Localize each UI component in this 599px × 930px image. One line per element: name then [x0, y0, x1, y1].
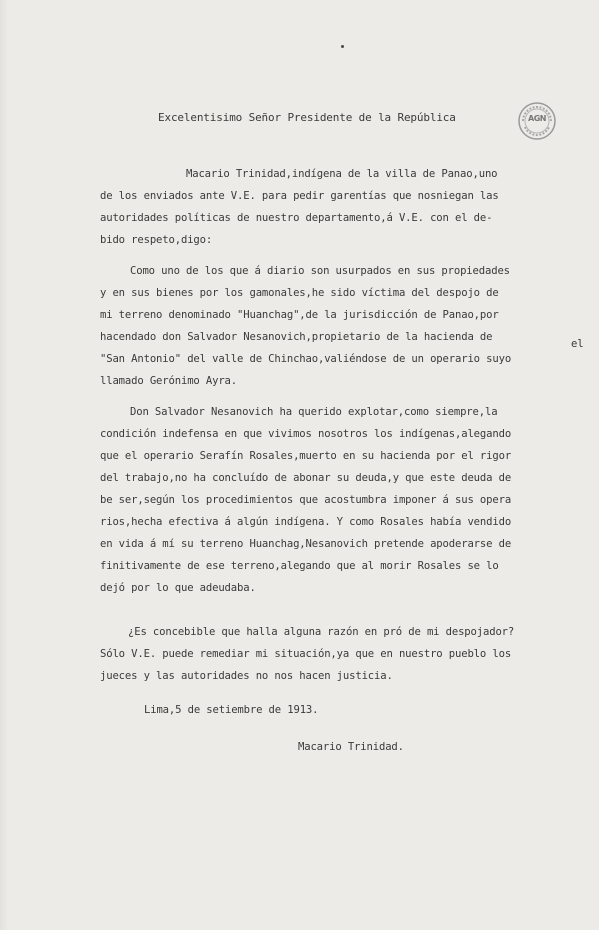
ink-dot: [341, 45, 344, 48]
paragraph-2-line-5: "San Antonio" del valle de Chinchao,valiéndose de un operario suyo: [100, 353, 512, 365]
paragraph-1-line-1: Macario Trinidad,indígena de la villa de Panao,uno: [186, 168, 498, 180]
paragraph-1-line-3: autoridades políticas de nuestro departamento,á V.E. con el de-: [100, 212, 493, 224]
margin-note: el: [571, 338, 584, 350]
paragraph-3-line-2: condición indefensa en que vivimos nosotros los indígenas,alegando: [100, 428, 512, 440]
paragraph-3-line-9: dejó por lo que adeudaba.: [100, 582, 256, 594]
paragraph-3-line-6: rios,hecha efectiva á algún indígena. Y como Rosales había vendido: [100, 516, 512, 528]
paragraph-1-line-4: bido respeto,digo:: [100, 234, 213, 246]
paragraph-2-line-2: y en sus bienes por los gamonales,he sido víctima del despojo de: [100, 287, 499, 299]
paragraph-1-line-2: de los enviados ante V.E. para pedir garentías que nosniegan las: [100, 190, 499, 202]
paragraph-2-line-4: hacendado don Salvador Nesanovich,propietario de la hacienda de: [100, 331, 493, 343]
paragraph-4-line-1: ¿Es concebible que halla alguna razón en pró de mi despojador?: [128, 626, 515, 638]
paragraph-4-line-2: Sólo V.E. puede remediar mi situación,ya que en nuestro pueblo los: [100, 648, 512, 660]
paragraph-2-line-3: mi terreno denominado "Huanchag",de la jurisdicción de Panao,por: [100, 309, 499, 321]
paragraph-3-line-5: be ser,según los procedimientos que acostumbra imponer á sus opera: [100, 494, 512, 506]
paragraph-3-line-3: que el operario Serafín Rosales,muerto en su hacienda por el rigor: [100, 450, 512, 462]
paragraph-2-line-1: Como uno de los que á diario son usurpados en sus propiedades: [130, 265, 510, 277]
paragraph-3-line-7: en vida á mí su terreno Huanchag,Nesanovich pretende apoderarse de: [100, 538, 512, 550]
date-line: Lima,5 de setiembre de 1913.: [144, 704, 319, 716]
paper-edge: [0, 0, 8, 930]
archive-stamp: [517, 101, 557, 141]
paragraph-2-line-6: llamado Gerónimo Ayra.: [100, 375, 238, 387]
paragraph-3-line-8: finitivamente de ese terreno,alegando que al morir Rosales se lo: [100, 560, 499, 572]
paragraph-3-line-4: del trabajo,no ha concluído de abonar su deuda,y que este deuda de: [100, 472, 512, 484]
signature: Macario Trinidad.: [298, 741, 404, 753]
paragraph-4-line-3: jueces y las autoridades no nos hacen justicia.: [100, 670, 393, 682]
paragraph-3-line-1: Don Salvador Nesanovich ha querido explotar,como siempre,la: [130, 406, 498, 418]
stamp-label: AGN: [528, 114, 546, 123]
letter-title: Excelentisimo Señor Presidente de la República: [158, 111, 456, 124]
